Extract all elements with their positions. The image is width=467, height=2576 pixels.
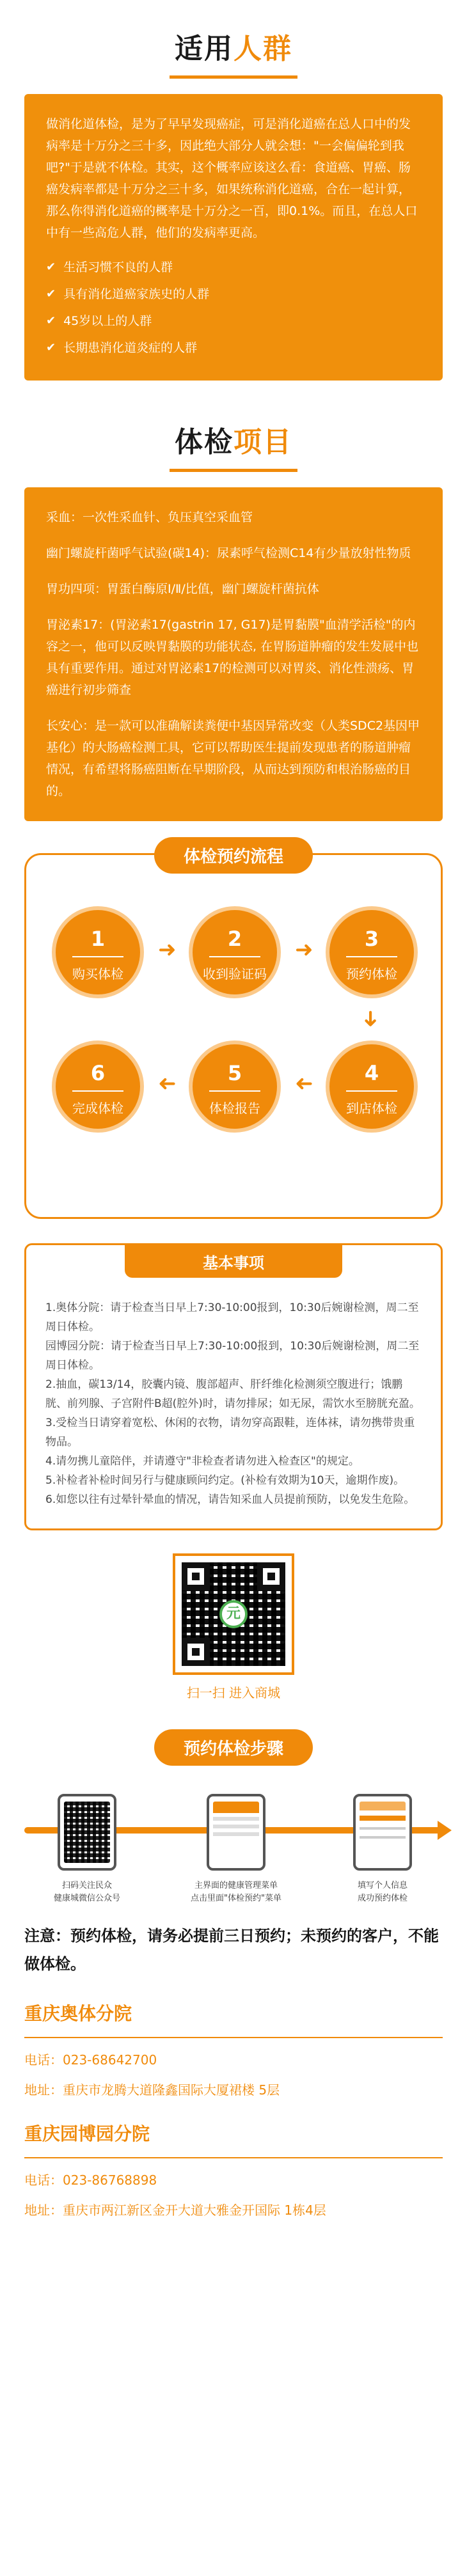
branch-block [24, 2120, 443, 2219]
qr-code[interactable] [173, 1553, 294, 1675]
suitable-box [24, 94, 443, 381]
item-text: 长安心：是一款可以准确解读粪便中基因异常改变（人类SDC2基因甲基化）的大肠癌检测工具，它可以帮助医生提前发现患者的肠道肿瘤情况，有希望将肠癌阻断在早期阶段，从而达到预防和根治肠癌的目的。 [46, 719, 420, 798]
check-item: ✔ 长期患消化道炎症的人群 [46, 334, 421, 361]
arrow-right-icon: ➜ [295, 937, 313, 962]
arrow-down-icon: ➜ [358, 1009, 384, 1028]
item-text: 胃功四项：胃蛋白酶原Ⅰ/Ⅱ/比值，幽门螺旋杆菌抗体 [46, 582, 319, 596]
notes-box [24, 1243, 443, 1530]
flow-step-2: 2 收到验证码 [189, 906, 281, 998]
qr-finder [257, 1562, 285, 1590]
appointment-steps [24, 1787, 443, 1903]
branch-divider [24, 2037, 443, 2038]
branch-phone-row: 电话：023-68642700 [24, 2052, 157, 2068]
note-line: 园博园分院：请于检查当日早上7:30-10:00报到，10:30后婉谢检测，周二至周日体检。 [45, 1340, 420, 1372]
note-line: 1.奥体分院：请于检查当日早上7:30-10:00报到，10:30后婉谢检测，周二至周日体检。 [45, 1301, 419, 1333]
branch-divider [24, 2157, 443, 2158]
check-icon: ✔ [46, 341, 56, 354]
item-text: 胃泌素17：(胃泌素17(gastrin 17, G17)是胃黏膜"血清学活检"的内容之一，他可以反映胃黏膜的功能状态, 在胃肠道肿瘤的发生发展中也具有重要作用。通过对胃泌素17的检测可以对胃炎、消化性溃疡、胃癌进行初步筛查 [46, 618, 419, 697]
item-text: 采血：一次性采血针、负压真空采血管 [46, 510, 253, 524]
branch-address: 重庆市龙腾大道隆鑫国际大厦裙楼 5层 [63, 2082, 280, 2098]
section-title-suitable [0, 0, 467, 79]
appointment-step-1: 扫码关注民众 健康城微信公众号 [53, 1881, 120, 1903]
note-line: 2.抽血，碳13/14，胶囊内镜、腹部超声、肝纤维化检测须空腹进行；饿鹏胱、前列腺、子宫附件B超(腔外)时，请勿排尿；如无尿，需饮水至膀胱充盈。 [45, 1378, 420, 1410]
items-box [24, 487, 443, 821]
arrow-right-icon: ➜ [158, 937, 177, 962]
arrow-left-icon: ➜ [158, 1071, 177, 1097]
suitable-title-orange: 人群 [234, 33, 292, 65]
item-text: 幽门螺旋杆菌呼气试验(碳14)：尿素呼气检测C14有少量放射性物质 [46, 546, 411, 560]
branch-address-row: 地址：重庆市两江新区金开大道大雅金开国际 1栋4层 [24, 2203, 326, 2218]
branch-phone[interactable]: 023-86768898 [63, 2172, 157, 2188]
qr-section [0, 1553, 467, 1701]
qr-caption: 扫一扫 进入商城 [186, 1685, 281, 1700]
qr-pattern [182, 1562, 285, 1666]
suitable-title-black: 适用 [175, 33, 234, 65]
notes-title: 基本事项 [125, 1245, 342, 1278]
note-line: 3.受检当日请穿着宽松、休闲的衣物，请勿穿高跟鞋，连体袜，请勿携带贵重物品。 [45, 1417, 415, 1449]
note-line: 5.补检者补检时间另行与健康顾问约定。(补检有效期为10天，逾期作废)。 [45, 1474, 405, 1487]
appointment-step-3: 填写个人信息 成功预约体检 [357, 1881, 408, 1903]
branch-address: 重庆市两江新区金开大道大雅金开国际 1栋4层 [63, 2203, 326, 2218]
branch-name: 重庆园博园分院 [24, 2123, 150, 2144]
note-line: 6.如您以往有过晕针晕血的情况，请告知采血人员提前预防，以免发生危险。 [45, 1493, 415, 1506]
check-item: ✔ 45岁以上的人群 [46, 308, 421, 334]
qr-finder [182, 1562, 210, 1590]
flow-title: 体检预约流程 [154, 837, 313, 874]
branch-phone-row: 电话：023-86768898 [24, 2172, 157, 2188]
check-item: ✔ 具有消化道癌家族史的人群 [46, 281, 421, 308]
flow-box [24, 847, 443, 1219]
flow-step-3: 3 预约体检 [326, 906, 418, 998]
suitable-checklist [46, 254, 421, 361]
appointment-header [0, 1729, 467, 1766]
check-icon: ✔ [46, 287, 56, 301]
branch-phone[interactable]: 023-68642700 [63, 2052, 157, 2068]
section-title-items [0, 381, 467, 472]
items-title-black: 体检 [175, 426, 234, 459]
notes-body [45, 1298, 422, 1509]
check-icon: ✔ [46, 314, 56, 327]
flow-step-1: 1 购买体检 [52, 906, 144, 998]
phone-scan-icon [58, 1794, 116, 1871]
flow-step-5: 5 体检报告 [189, 1041, 281, 1133]
suitable-intro: 做消化道体检，是为了早早发现癌症，可是消化道癌在总人口中的发病率是十万分之三十多，因此绝大部分人就会想："一会偏偏轮到我吧?"于是就不体检。其实，这个概率应该这么看：食道癌、胃癌、肠癌发病率都是十万分之三十多，如果统称消化道癌，合在一起计算，那么你得消化道癌的概率是十万分之一百，即0.1%。而且，在总人口中有一些高危人群，他们的发病率更高。 [46, 117, 418, 240]
title-underline [170, 469, 297, 472]
flow-step-4: 4 到店体检 [326, 1041, 418, 1133]
appointment-title: 预约体检步骤 [154, 1729, 313, 1766]
check-item: ✔ 生活习惯不良的人群 [46, 254, 421, 281]
qr-finder [182, 1638, 210, 1666]
brand-logo-icon: 元 [219, 1600, 248, 1628]
branch-name: 重庆奥体分院 [24, 2003, 132, 2024]
phone-form-icon [353, 1794, 412, 1871]
branch-address-row: 地址：重庆市龙腾大道隆鑫国际大厦裙楼 5层 [24, 2082, 280, 2098]
appointment-step-2: 主界面的健康管理菜单 点击里面"体检预约"菜单 [191, 1881, 281, 1903]
check-icon: ✔ [46, 260, 56, 274]
phone-menu-icon [207, 1794, 265, 1871]
items-title-orange: 项目 [234, 426, 292, 459]
notice-text: 注意：预约体检，请务必提前三日预约；未预约的客户，不能做体检。 [24, 1927, 439, 1973]
flow-step-6: 6 完成体检 [52, 1041, 144, 1133]
title-underline [170, 75, 297, 79]
branch-block [24, 2000, 443, 2098]
note-line: 4.请勿携儿童陪伴，并请遵守"非检查者请勿进入检查区"的规定。 [45, 1455, 360, 1468]
arrow-left-icon: ➜ [295, 1071, 313, 1097]
